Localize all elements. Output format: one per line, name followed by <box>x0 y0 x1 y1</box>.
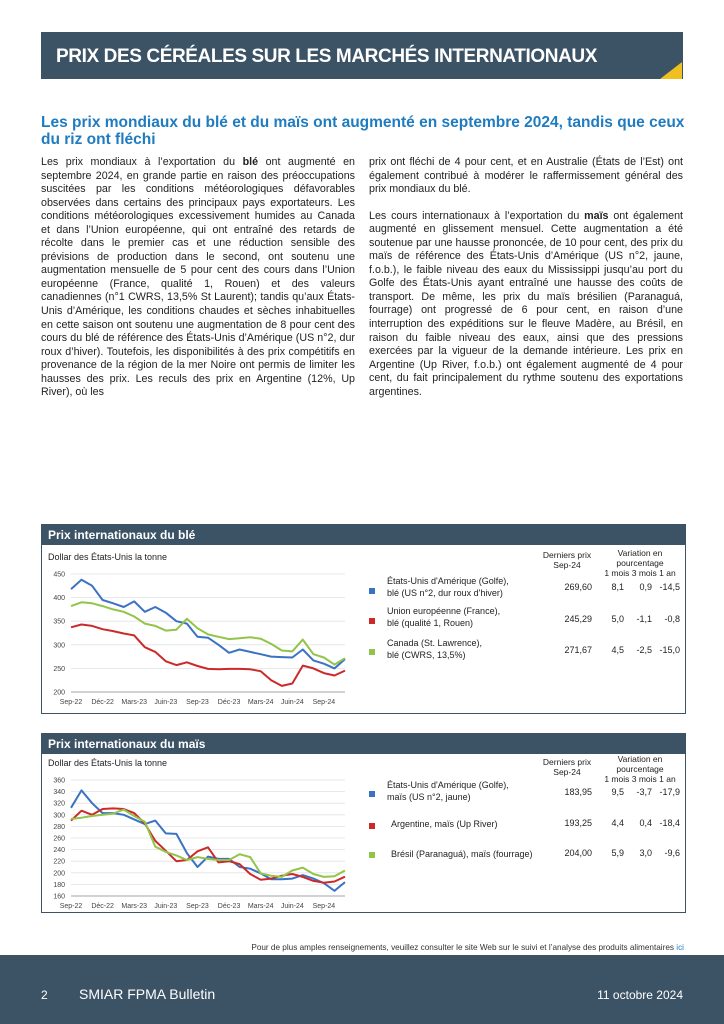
maize-x-tick: Sep-23 <box>186 903 209 910</box>
wheat-col-last-l1: Derniers prix <box>542 550 592 560</box>
maize-x-tick: Mars-24 <box>247 903 274 910</box>
maize-y-tick: 220 <box>53 858 65 866</box>
maize-y-tick: 360 <box>53 777 65 785</box>
maize-legend-swatch-ar <box>369 823 375 829</box>
maize-y-tick: 160 <box>53 893 65 901</box>
bulletin-date: 11 octobre 2024 <box>597 988 683 1002</box>
maize-legend-swatch-br <box>369 852 375 858</box>
wheat-y1-ca: -15,0 <box>659 645 680 655</box>
wheat-legend-ca-l2: blé (CWRS, 13,5%) <box>387 650 466 660</box>
wheat-x-tick: Juin-24 <box>280 699 304 706</box>
maize-panel-title: Prix internationaux du maïs <box>42 734 685 754</box>
maize-x-tick: Juin-23 <box>154 903 178 910</box>
wheat-m3-ca: -2,5 <box>636 645 652 655</box>
maize-x-tick: Déc-22 <box>91 903 114 910</box>
wheat-col-var-header <box>597 548 683 578</box>
maize-col-var-l1: Variation en <box>617 754 663 764</box>
wheat-paragraph-part: Les prix mondiaux à l’exportation du <box>41 156 243 168</box>
wheat-x-tick: Sep-23 <box>186 699 209 706</box>
article-subtitle: Les prix mondiaux du blé et du maïs ont augmenté en septembre 2024, tandis que ceux du riz ont fléchi <box>41 114 685 148</box>
wheat-price-ca: 271,67 <box>564 645 592 655</box>
wheat-paragraph <box>41 156 355 400</box>
maize-legend-ar: Argentine, maïs (Up River) <box>391 819 498 829</box>
maize-keyword: maïs <box>584 209 609 222</box>
maize-m3-us: -3,7 <box>636 787 652 797</box>
header-accent <box>660 62 682 79</box>
footnote <box>251 943 684 952</box>
maize-y-tick: 240 <box>53 847 65 855</box>
maize-col-var-header <box>597 754 683 784</box>
maize-y-tick: 340 <box>53 789 65 797</box>
wheat-legend-eu <box>387 605 500 629</box>
maize-col-var-l2: pourcentage <box>616 764 664 774</box>
maize-x-tick: Déc-23 <box>217 903 241 910</box>
maize-chart <box>42 734 362 912</box>
article-column-2 <box>369 156 683 399</box>
wheat-y-tick: 350 <box>53 618 65 626</box>
wheat-x-tick: Juin-23 <box>154 699 178 706</box>
wheat-x-tick: Sep-24 <box>312 699 336 706</box>
maize-price-us: 183,95 <box>564 787 592 797</box>
wheat-m1-eu: 5,0 <box>611 614 624 624</box>
maize-y1-us: -17,9 <box>659 787 680 797</box>
maize-m1-br: 5,9 <box>611 848 624 858</box>
wheat-y1-eu: -0,8 <box>664 614 680 624</box>
wheat-col-last-l2: Sep-24 <box>553 560 581 570</box>
footnote-text: Pour de plus amples renseignements, veuillez consulter le site Web sur le suivi et l’analyse des produits alimentaires <box>251 943 677 952</box>
maize-legend-us-l2: maïs (US n°2, jaune) <box>387 792 471 802</box>
maize-paragraph-part: ont également augmenté en glissement mensuel. Cette augmentation a été soutenue par une hausse prononcée, de 10 pour cent, des prix du maïs de référence des États-Unis d’Amérique (US n°2, jaune, f.o.b.), le faible niveau des eaux du Mississippi jusqu’au port du Golfe des États-Unis ayant entraîné une hausse des coûts de transport. De même, les prix du maïs brésilien (Paranaguá, fourrage) ont progressé de 6 pour cent, en raison d’une interruption des expéditions sur le fleuve Madère, au Brésil, en raison du faible niveau des eaux, ainsi que des pressions exercées par la vigueur de la demande intérieure. Les prix en Argentine (Up River, f.o.b.) ont également augmenté de 4 pour cent, du fait principalement du rythme soutenu des exportations argentines. <box>369 209 683 398</box>
maize-y-tick: 260 <box>53 835 65 843</box>
wheat-price-us: 269,60 <box>564 582 592 592</box>
wheat-paragraph-part: ont augmenté en septembre 2024, en grande partie en raison des préoccupations suscitées par les conditions météorologiques défavorables observées dans certains des principaux pays exportateurs. Les conditions météorologiques excessivement humides au Canada et dans l’Union européenne, qui ont entraîné des retards de récolte dans le premier cas et une réduction sensible des prévisions de production dans le second, ont soutenu une augmentation mensuelle de 5 pour cent des cours dans l’Union européenne (France, qualité 1, Rouen) et des valeurs canadiennes (n°1 CWRS, 13,5% St Laurent); tandis qu’aux États-Unis d’Amérique, les conditions chaudes et sèches inhabituelles en cette saison ont soutenu une augmentation de 8 pour cent des cours du blé de référence des États-Unis d’Amérique (US n°2, dur roux d’hiver). Toutefois, les disponibilités à des prix compétitifs en provenance de la région de la mer Noire ont permis de limiter les hausses des prix. Les reculs des prix en Argentine (12%, Up River), où les <box>41 156 355 399</box>
maize-y-tick: 320 <box>53 800 65 808</box>
wheat-y1-us: -14,5 <box>659 582 680 592</box>
wheat-m3-us: 0,9 <box>639 582 652 592</box>
maize-m3-br: 3,0 <box>639 848 652 858</box>
maize-x-tick: Juin-24 <box>280 903 304 910</box>
wheat-keyword: blé <box>242 156 259 168</box>
maize-legend-br: Brésil (Paranaguá), maïs (fourrage) <box>391 849 533 859</box>
wheat-legend-us-l1: États-Unis d'Amérique (Golfe), <box>387 576 509 586</box>
maize-series-line-2 <box>71 808 345 882</box>
wheat-chart-panel <box>41 524 686 714</box>
wheat-y-tick: 450 <box>53 571 65 579</box>
maize-y-tick: 280 <box>53 823 65 831</box>
maize-y1-ar: -18,4 <box>659 818 680 828</box>
wheat-panel-title: Prix internationaux du blé <box>42 525 685 545</box>
maize-m1-us: 9,5 <box>611 787 624 797</box>
maize-col-last-l1: Derniers prix <box>542 757 592 767</box>
maize-col-var-l3: 1 mois 3 mois 1 an <box>604 774 676 784</box>
maize-y-tick: 300 <box>53 812 65 820</box>
wheat-x-tick: Déc-23 <box>217 699 241 706</box>
wheat-unit-label: Dollar des États-Unis la tonne <box>48 552 168 562</box>
maize-series-line-1 <box>71 790 345 890</box>
wheat-paragraph-continued: prix ont fléchi de 4 pour cent, et en Australie (États de l’Est) ont également contribué à modérer le raffermissement général des prix mondiaux du blé. <box>369 156 683 196</box>
maize-series-line-3 <box>71 810 345 877</box>
page-title: PRIX DES CÉRÉALES SUR LES MARCHÉS INTERNATIONAUX <box>56 46 598 67</box>
wheat-legend-eu-l2: blé (qualité 1, Rouen) <box>387 618 474 628</box>
wheat-y-tick: 200 <box>53 689 65 697</box>
wheat-col-var-l1: Variation en <box>617 548 663 558</box>
wheat-chart <box>42 525 362 713</box>
wheat-legend-swatch-ca <box>369 649 375 655</box>
maize-legend-us-l1: États-Unis d'Amérique (Golfe), <box>387 780 509 790</box>
maize-paragraph <box>369 210 683 400</box>
wheat-legend-swatch-eu <box>369 618 375 624</box>
wheat-legend-eu-l1: Union européenne (France), <box>387 606 501 616</box>
wheat-m1-us: 8,1 <box>611 582 624 592</box>
maize-y-tick: 180 <box>53 881 65 889</box>
wheat-x-tick: Mars-24 <box>247 699 274 706</box>
wheat-series-line-1 <box>71 580 345 669</box>
maize-x-tick: Mars-23 <box>121 903 148 910</box>
wheat-price-eu: 245,29 <box>564 614 592 624</box>
wheat-legend-us-l2: blé (US n°2, dur roux d'hiver) <box>387 588 503 598</box>
maize-unit-label: Dollar des États-Unis la tonne <box>48 758 168 768</box>
maize-legend-us <box>387 779 509 803</box>
maize-x-tick: Sep-22 <box>59 903 83 910</box>
wheat-col-var-l3: 1 mois 3 mois 1 an <box>604 568 676 578</box>
wheat-col-var-l2: pourcentage <box>616 558 664 568</box>
maize-col-last-header <box>532 757 602 777</box>
wheat-series-line-3 <box>71 602 345 664</box>
wheat-x-tick: Déc-22 <box>91 699 114 706</box>
wheat-legend-us <box>387 575 509 599</box>
wheat-x-tick: Sep-22 <box>59 699 83 706</box>
maize-price-br: 204,00 <box>564 848 592 858</box>
wheat-y-tick: 300 <box>53 642 65 650</box>
maize-y-tick: 200 <box>53 870 65 878</box>
wheat-m3-eu: -1,1 <box>636 614 652 624</box>
wheat-legend-ca <box>387 637 482 661</box>
wheat-y-tick: 250 <box>53 665 65 673</box>
maize-paragraph-part: Les cours internationaux à l’exportation du <box>369 209 585 222</box>
maize-chart-panel <box>41 733 686 913</box>
page-number: 2 <box>41 988 48 1002</box>
maize-y1-br: -9,6 <box>664 848 680 858</box>
wheat-y-tick: 400 <box>53 595 65 603</box>
maize-price-ar: 193,25 <box>564 818 592 828</box>
wheat-legend-ca-l1: Canada (St. Lawrence), <box>387 638 483 648</box>
footnote-link[interactable]: ici <box>676 943 684 952</box>
article-column-1 <box>41 156 355 400</box>
maize-col-last-l2: Sep-24 <box>553 767 581 777</box>
maize-m1-ar: 4,4 <box>611 818 624 828</box>
wheat-m1-ca: 4,5 <box>611 645 624 655</box>
wheat-x-tick: Mars-23 <box>121 699 148 706</box>
maize-x-tick: Sep-24 <box>312 903 336 910</box>
maize-m3-ar: 0,4 <box>639 818 652 828</box>
wheat-legend-swatch-us <box>369 588 375 594</box>
wheat-col-last-header <box>532 550 602 570</box>
bulletin-name: SMIAR FPMA Bulletin <box>79 986 216 1002</box>
maize-legend-swatch-us <box>369 791 375 797</box>
